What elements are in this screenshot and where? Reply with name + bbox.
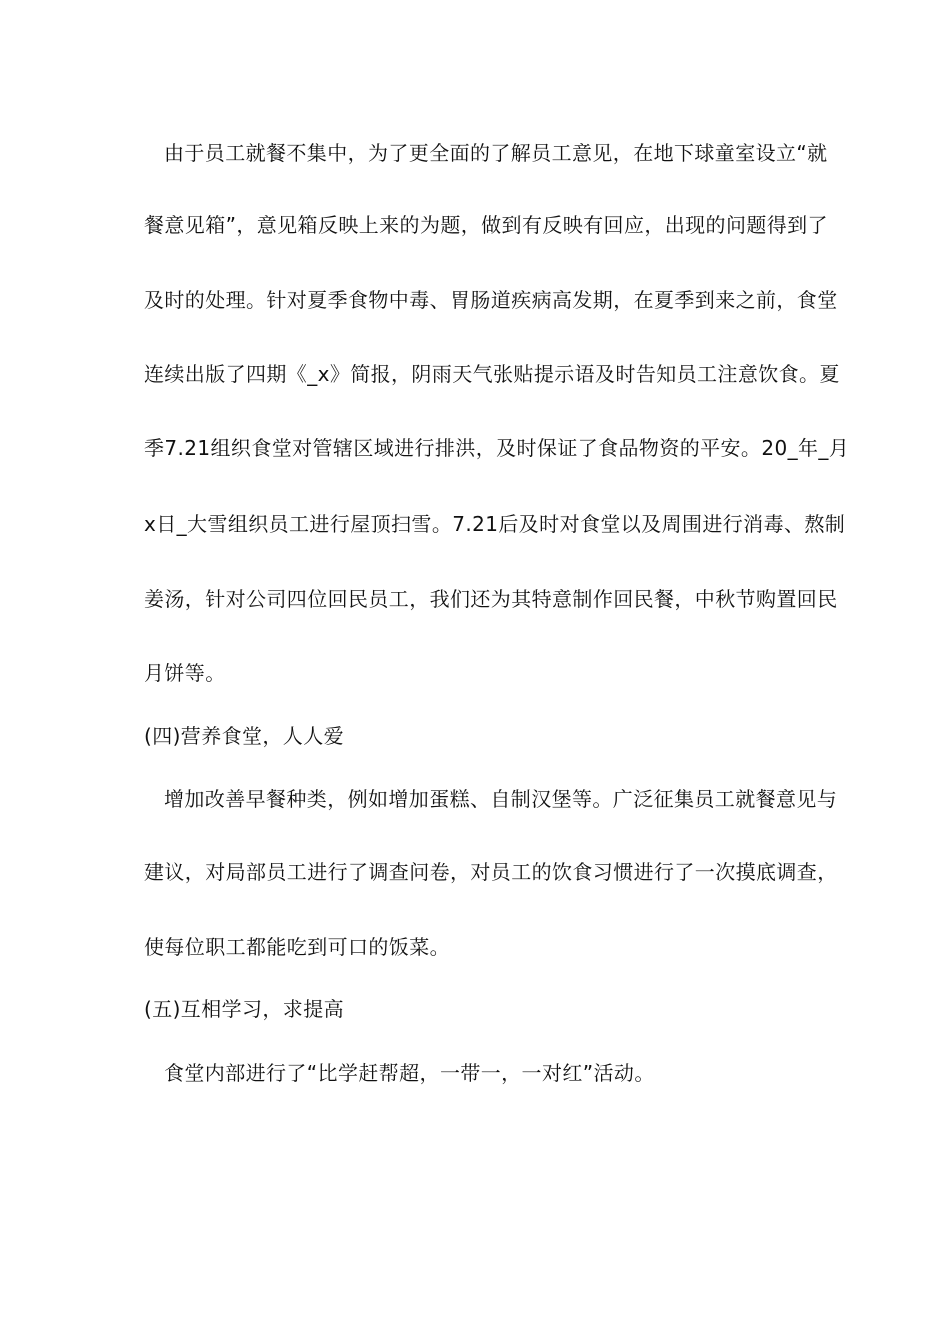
paragraph-line: 及时的处理。针对夏季食物中毒、胃肠道疾病高发期，在夏季到来之前，食堂 <box>144 288 838 312</box>
paragraph-line: 月饼等。 <box>144 661 226 685</box>
paragraph-line: 连续出版了四期《_x》简报，阴雨天气张贴提示语及时告知员工注意饮食。夏 <box>144 362 840 386</box>
paragraph-line: 增加改善早餐种类，例如增加蛋糕、自制汉堡等。广泛征集员工就餐意见与 <box>164 787 838 811</box>
paragraph-line: x日_大雪组织员工进行屋顶扫雪。7.21后及时对食堂以及周围进行消毒、熬制 <box>144 512 846 536</box>
paragraph-line: 季7.21组织食堂对管辖区域进行排洪，及时保证了食品物资的平安。20_年_月 <box>144 436 850 460</box>
section-heading: (五)互相学习，求提高 <box>144 997 345 1021</box>
paragraph-line: 由于员工就餐不集中，为了更全面的了解员工意见，在地下球童室设立“就 <box>164 141 828 165</box>
paragraph-line: 餐意见箱”，意见箱反映上来的为题，做到有反映有回应，出现的问题得到了 <box>144 213 828 237</box>
section-heading: (四)营养食堂，人人爱 <box>144 724 345 748</box>
paragraph-line: 姜汤，针对公司四位回民员工，我们还为其特意制作回民餐，中秋节购置回民 <box>144 587 838 611</box>
paragraph-line: 使每位职工都能吃到可口的饭菜。 <box>144 935 450 959</box>
paragraph-line: 食堂内部进行了“比学赶帮超，一带一，一对红”活动。 <box>164 1061 655 1085</box>
paragraph-line: 建议，对局部员工进行了调查问卷，对员工的饮食习惯进行了一次摸底调查， <box>144 860 838 884</box>
